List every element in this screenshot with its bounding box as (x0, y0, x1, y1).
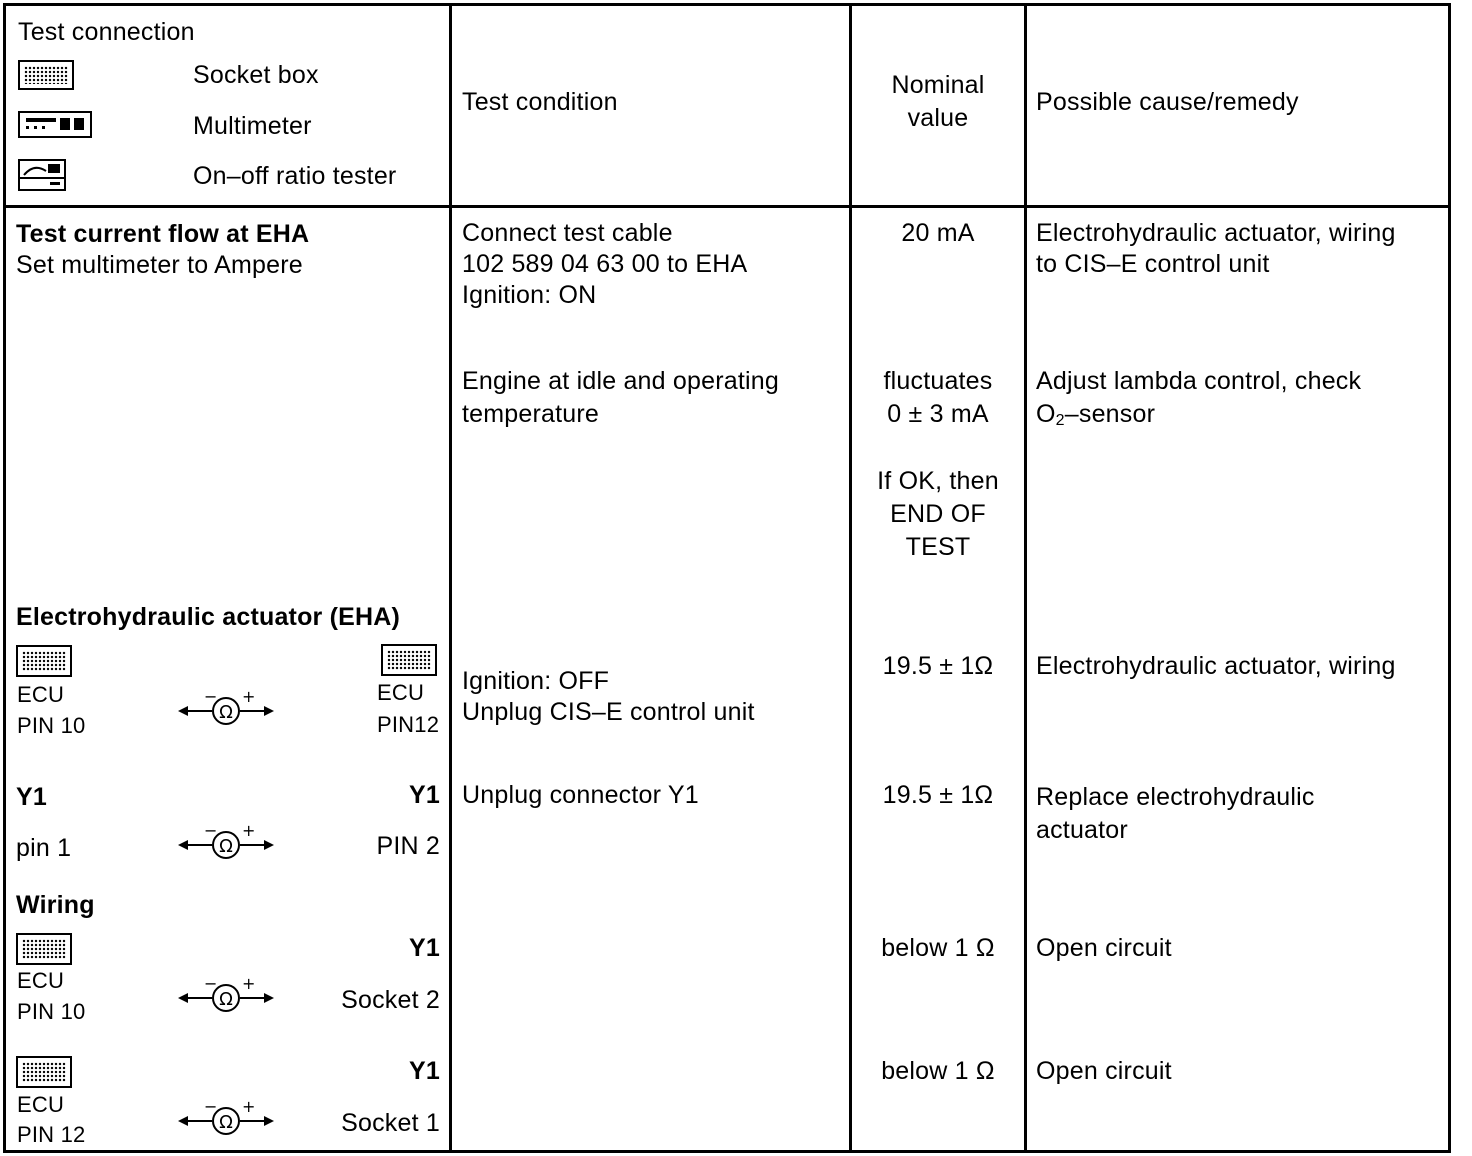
test-connection-heading: Test connection (18, 18, 195, 46)
cause-text: Adjust lambda control, check (1036, 367, 1362, 395)
on-off-ratio-tester-icon (18, 159, 66, 191)
ohmmeter-symbol (176, 688, 276, 732)
nominal-value: 19.5 ± 1Ω (882, 652, 994, 680)
ecu-label: ECU (17, 968, 65, 993)
cause-text: Electrohydraulic actuator, wiring (1036, 652, 1396, 680)
ecu-pin: PIN 10 (17, 713, 86, 738)
wiring-socket-label: Socket 1 (341, 1109, 440, 1137)
minus-glyph: − (204, 822, 218, 840)
condition-text: Engine at idle and operating (462, 367, 779, 395)
socket-box-icon (16, 645, 72, 677)
cause-text: Open circuit (1036, 934, 1172, 962)
nominal-value-heading-line1: Nominal (891, 71, 985, 99)
ohm-glyph: Ω (219, 836, 233, 857)
cause-sub: 2 (1055, 412, 1065, 429)
minus-glyph: − (204, 975, 218, 993)
section-title-current: Test current flow at EHA (16, 220, 310, 248)
wiring-socket-label: Socket 2 (341, 986, 440, 1014)
socket-box-icon (18, 60, 74, 90)
cause-text: Electrohydraulic actuator, wiring (1036, 219, 1396, 247)
cause-rest: –sensor (1064, 400, 1156, 428)
condition-text: 102 589 04 63 00 to EHA (462, 250, 748, 278)
minus-glyph: − (204, 688, 218, 706)
plus-glyph: + (242, 1098, 256, 1116)
socket-box-icon (16, 933, 72, 965)
wiring-y1-label: Y1 (409, 934, 440, 962)
y1-left-label: Y1 (16, 783, 47, 811)
ecu-pin: PIN12 (377, 712, 440, 737)
plus-glyph: + (242, 688, 256, 706)
cause-o: O (1036, 400, 1056, 428)
y1-right-pin: PIN 2 (376, 832, 440, 860)
socket-box-icon (16, 1056, 72, 1088)
nominal-value: fluctuates (883, 367, 993, 395)
ohmmeter-symbol (176, 975, 276, 1019)
minus-glyph: − (204, 1098, 218, 1116)
ecu-pin: PIN 10 (17, 999, 86, 1024)
ecu-pin: PIN 12 (17, 1122, 86, 1147)
ecu-label: ECU (17, 1092, 65, 1117)
condition-text: Ignition: OFF (462, 667, 610, 695)
cause-text: Open circuit (1036, 1057, 1172, 1085)
legend-multimeter: Multimeter (193, 112, 312, 140)
condition-text: Ignition: ON (462, 281, 597, 309)
plus-glyph: + (242, 822, 256, 840)
end-of-test-note: If OK, then (877, 467, 999, 495)
y1-left-pin: pin 1 (16, 834, 72, 862)
legend-on-off-ratio-tester: On–off ratio tester (193, 162, 397, 190)
nominal-value: 19.5 ± 1Ω (882, 781, 994, 809)
wiring-y1-label: Y1 (409, 1057, 440, 1085)
header-divider (3, 205, 1451, 208)
condition-text: Unplug connector Y1 (462, 781, 699, 809)
socket-box-icon (381, 644, 437, 676)
ohmmeter-symbol (176, 1098, 276, 1142)
section-title-eha: Electrohydraulic actuator (EHA) (16, 603, 401, 631)
plus-glyph: + (242, 975, 256, 993)
nominal-value: 20 mA (901, 219, 975, 247)
y1-right-label: Y1 (409, 781, 440, 809)
section-title-wiring: Wiring (16, 891, 95, 919)
end-of-test-note: END OF (890, 500, 986, 528)
nominal-value-heading-line2: value (907, 104, 969, 132)
column-divider (849, 3, 852, 1153)
cause-text: Replace electrohydraulic (1036, 783, 1315, 811)
legend-socket-box: Socket box (193, 61, 319, 89)
possible-cause-heading: Possible cause/remedy (1036, 88, 1299, 116)
ohmmeter-symbol (176, 822, 276, 866)
end-of-test-note: TEST (905, 533, 971, 561)
nominal-value: 0 ± 3 mA (887, 400, 989, 428)
nominal-value: below 1 Ω (881, 934, 995, 962)
condition-text: Unplug CIS–E control unit (462, 698, 755, 726)
ohm-glyph: Ω (219, 1112, 233, 1133)
column-divider (449, 3, 452, 1153)
ohm-glyph: Ω (219, 989, 233, 1010)
cause-text: actuator (1036, 816, 1128, 844)
column-divider (1024, 3, 1027, 1153)
condition-text: Connect test cable (462, 219, 673, 247)
cause-text-o2 (1036, 398, 1155, 437)
nominal-value: below 1 Ω (881, 1057, 995, 1085)
ohm-glyph: Ω (219, 702, 233, 723)
test-condition-heading: Test condition (462, 88, 618, 116)
section-subtitle-current: Set multimeter to Ampere (16, 251, 303, 279)
multimeter-icon (18, 111, 92, 138)
ecu-label: ECU (17, 682, 65, 707)
condition-text: temperature (462, 400, 599, 428)
cause-text: to CIS–E control unit (1036, 250, 1270, 278)
ecu-label: ECU (377, 680, 425, 705)
